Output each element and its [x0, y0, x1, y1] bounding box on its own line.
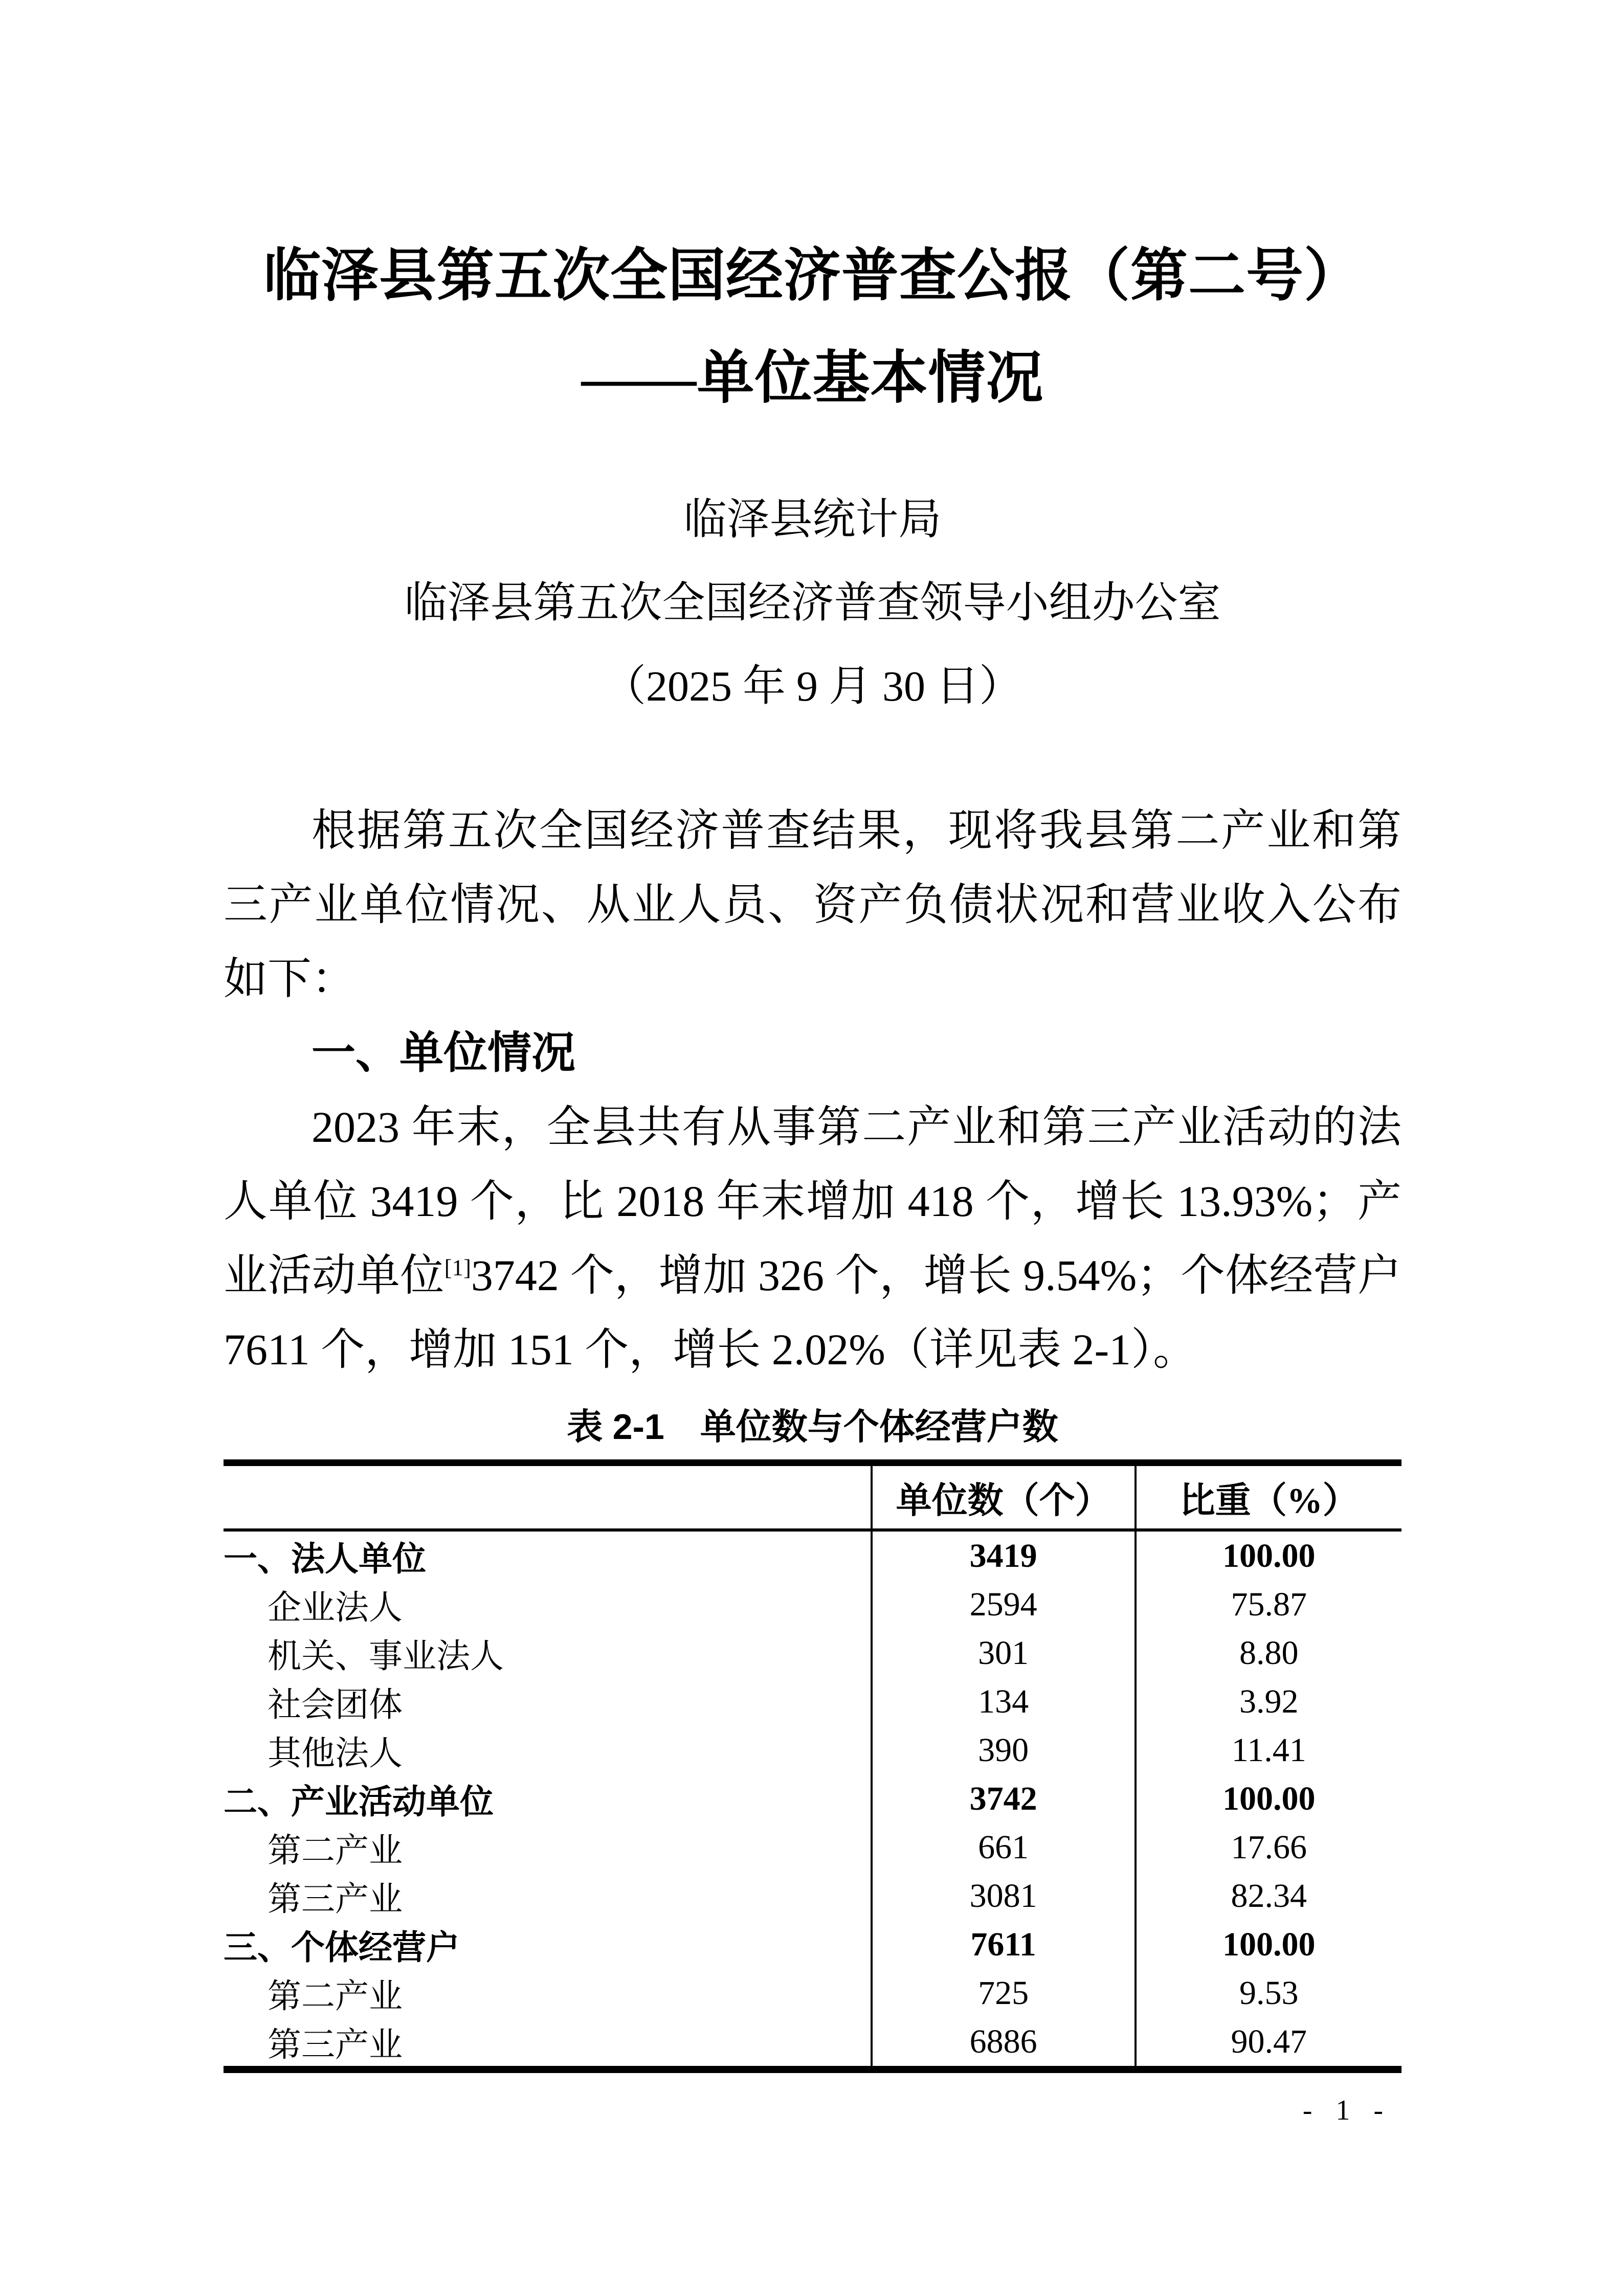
- row-label: 其他法人: [268, 1735, 403, 1772]
- row-label: 机关、事业法人: [268, 1638, 504, 1675]
- row-share: 90.47: [1136, 2017, 1401, 2069]
- row-share: 17.66: [1136, 1823, 1401, 1872]
- row-unit-count: 6886: [872, 2017, 1136, 2069]
- intro-paragraph: 根据第五次全国经济普查结果，现将我县第二产业和第三产业单位情况、从业人员、资产负债状况和营业收入公布如下：: [224, 806, 1401, 1003]
- row-share: 9.53: [1136, 1969, 1401, 2017]
- table-row: [224, 1580, 1401, 1629]
- document-title-line2: ——单位基本情况: [581, 347, 1044, 410]
- row-label: 三、个体经营户: [224, 1929, 460, 1967]
- row-share: 11.41: [1136, 1726, 1401, 1774]
- table-row: [224, 1677, 1401, 1726]
- issuer-line-census-office: 临泽县第五次全国经济普查领导小组办公室: [404, 579, 1221, 627]
- table-row: [224, 1774, 1401, 1823]
- table-row: [224, 1823, 1401, 1872]
- section-heading-units: 一、单位情况: [312, 1028, 575, 1077]
- row-label: 一、法人单位: [224, 1541, 426, 1578]
- row-label: 第二产业: [268, 1978, 403, 2015]
- table-caption: 表 2-1 单位数与个体经营户数: [567, 1407, 1058, 1447]
- row-unit-count: 661: [872, 1823, 1136, 1872]
- row-share: 75.87: [1136, 1580, 1401, 1629]
- row-share: 100.00: [1136, 1920, 1401, 1969]
- header-cell-unit-count: 单位数（个）: [872, 1463, 1136, 1530]
- table-row: [224, 1872, 1401, 1920]
- table-body: [224, 1530, 1401, 2069]
- row-share: 100.00: [1136, 1774, 1401, 1823]
- row-label: 第二产业: [268, 1832, 403, 1870]
- document-title-line1: 临泽县第五次全国经济普查公报（第二号）: [263, 244, 1362, 308]
- header-cell-share: 比重（%）: [1136, 1463, 1401, 1530]
- table-row: [224, 1530, 1401, 1580]
- header-cell-empty: [224, 1463, 872, 1530]
- row-unit-count: 725: [872, 1969, 1136, 2017]
- row-label: 社会团体: [268, 1686, 403, 1724]
- row-unit-count: 390: [872, 1726, 1136, 1774]
- row-unit-count: 134: [872, 1677, 1136, 1726]
- header-row: [224, 1463, 1401, 1530]
- row-unit-count: 7611: [872, 1920, 1136, 1969]
- units-paragraph-text-after: 3742 个，增加 326 个，增长 9.54%；个体经营户 7611 个，增加 151 个，增长 2.02%（详见表 2-1）。: [224, 1251, 1402, 1374]
- row-unit-count: 3742: [872, 1774, 1136, 1823]
- table-row: [224, 2017, 1401, 2069]
- table-row: [224, 1969, 1401, 2017]
- row-share: 100.00: [1136, 1530, 1401, 1580]
- document-body: [224, 794, 1401, 1387]
- row-share: 8.80: [1136, 1629, 1401, 1677]
- units-table: [224, 1459, 1401, 2073]
- table-row: [224, 1726, 1401, 1774]
- units-paragraph-text-before: 2023 年末，全县共有从事第二产业和第三产业活动的法人单位 3419 个，比 2018 年末增加 418 个，增长 13.93%；产业活动单位: [224, 1102, 1401, 1300]
- table-row: [224, 1920, 1401, 1969]
- row-unit-count: 2594: [872, 1580, 1136, 1629]
- footnote-ref-1: [1]: [444, 1254, 471, 1280]
- row-unit-count: 3081: [872, 1872, 1136, 1920]
- issuer-line-statistics-bureau: 临泽县统计局: [683, 496, 942, 544]
- units-paragraph: [224, 1090, 1401, 1387]
- page-number: - 1 -: [1302, 2095, 1391, 2126]
- publication-date: （2025 年 9 月 30 日）: [603, 663, 1022, 710]
- row-share: 3.92: [1136, 1677, 1401, 1726]
- row-label: 企业法人: [268, 1589, 403, 1627]
- row-share: 82.34: [1136, 1872, 1401, 1920]
- units-table-header: [224, 1463, 1401, 1530]
- row-label: 第三产业: [268, 2027, 403, 2064]
- byline-block: [224, 478, 1401, 728]
- row-unit-count: 3419: [872, 1530, 1136, 1580]
- row-unit-count: 301: [872, 1629, 1136, 1677]
- document-title: [224, 225, 1401, 430]
- table-row: [224, 1629, 1401, 1677]
- row-label: 二、产业活动单位: [224, 1784, 494, 1821]
- row-label: 第三产业: [268, 1881, 403, 1918]
